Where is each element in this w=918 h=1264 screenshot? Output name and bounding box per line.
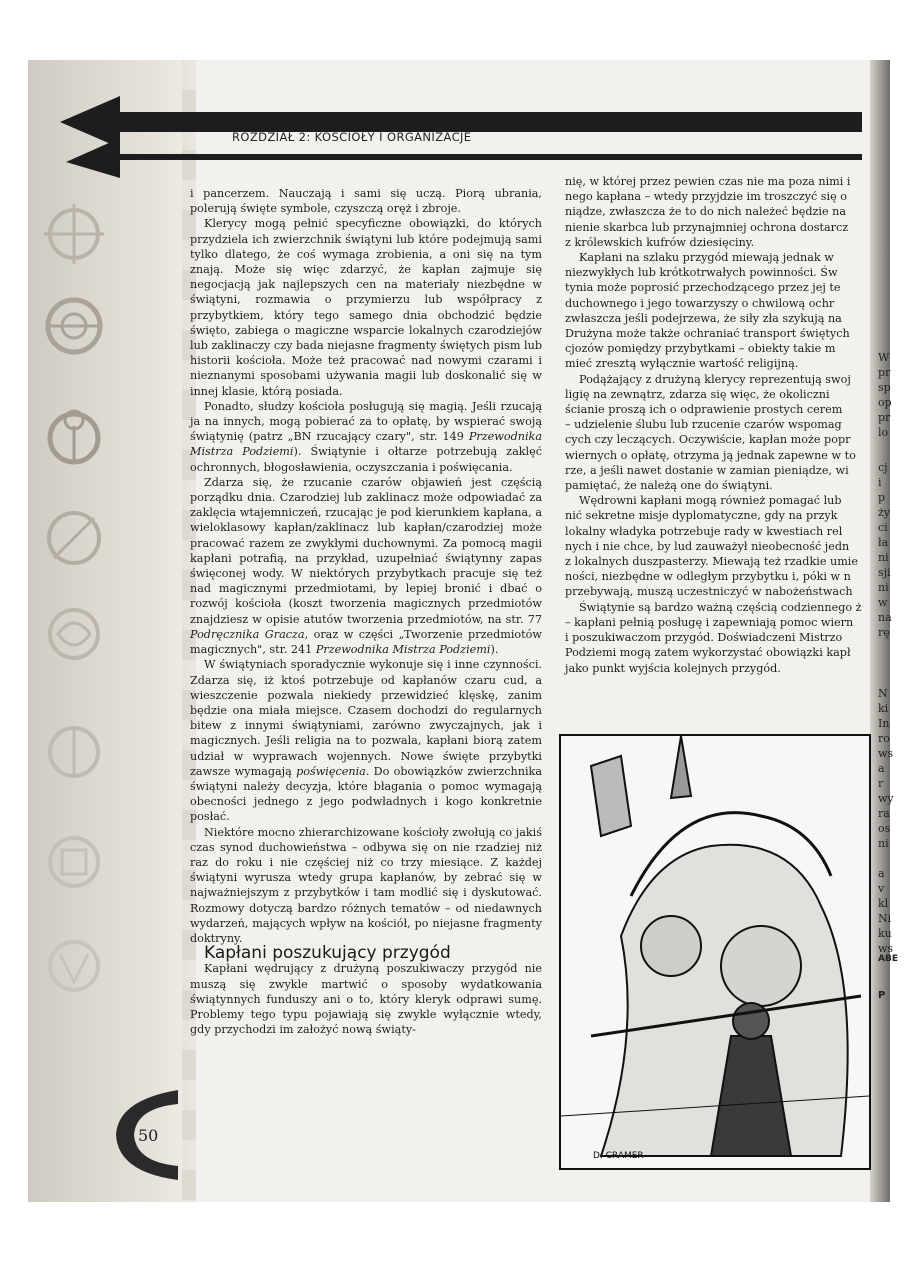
- illustration: [559, 734, 871, 1170]
- fragment-line: ci: [878, 521, 888, 534]
- fragment-line: wy: [878, 792, 894, 805]
- text-column-right: [565, 174, 870, 676]
- text-line: nić sekretne misje dyplomatyczne, gdy na przyk: [565, 509, 838, 523]
- holy-symbol-icon: [38, 502, 110, 574]
- text-line: z lokalnych duszpasterzy. Miewają też rzadkie umie: [565, 555, 859, 569]
- text-line: Drużyna może także ochraniać transport świętych: [565, 327, 850, 341]
- page-number: 50: [138, 1126, 159, 1145]
- fragment-line: ku: [878, 927, 892, 940]
- holy-symbol-icon: [38, 398, 110, 470]
- fragment-line: i p: [878, 476, 886, 504]
- holy-symbol-icon: [38, 290, 110, 362]
- text-line: duchownego i jego towarzyszy o chwilową ochr: [565, 296, 835, 310]
- text-line: przebywają, muszą uczestniczyć w nabożeństwach: [565, 585, 853, 599]
- facing-page-fragment: [878, 952, 898, 967]
- paragraph: [565, 600, 870, 676]
- fragment-line: sji: [878, 566, 891, 579]
- text-line: Wędrowni kapłani mogą również pomagać lub: [579, 494, 842, 508]
- holy-symbol-icon: [38, 198, 110, 270]
- fragment-line: ni: [878, 837, 889, 850]
- paragraph: [565, 250, 870, 372]
- text-line: cjozów pomiędzy przybytkami – obiekty takie m: [565, 342, 836, 356]
- paragraph: [565, 174, 870, 250]
- fragment-line: op: [878, 396, 892, 409]
- fragment-line: cj: [878, 461, 888, 474]
- paragraph: Zdarza się, że rzucanie czarów objawień jest częścią porządku dnia. Czarodziej lub zaklinacz może odpowiadać za zaklęcia wtajemniczeń, rzucając je pod kierunkiem kapłana, a wieloklasowy kapłan/zaklinacz lub kapłan/czarodziej może pracować razem ze zwykłymi duchownymi. Za pomocą magii kapłani potrafią, na przykład, uzupełniać świątynny zapas święconej wody. W niektórych przybytkach pracuje się też nad magicznymi przedmiotami, by lepiej bronić i dbać o rozwój kościoła (koszt tworzenia magicznych przedmiotów znajdziesz w opisie atutów tworzenia przedmiotów, na str. 77 Podręcznika Gracza, oraz w części „Tworzenie przedmiotów magicznych", str. 241 Przewodnika Mistrza Podziemi).: [190, 475, 542, 657]
- text-line: nego kapłana – wtedy przyjdzie im troszczyć się o: [565, 190, 847, 204]
- fragment-line: a v: [878, 867, 885, 895]
- text-line: Podziemi mogą zatem wykorzystać obowiązki kapł: [565, 646, 851, 660]
- fragment-line: lo: [878, 426, 889, 439]
- text-line: z królewskich kufrów dziesięciny.: [565, 235, 755, 249]
- fragment-line: ży: [878, 506, 891, 519]
- paragraph: Klerycy mogą pełnić specyficzne obowiązki, do których przydziela ich zwierzchnik świątyni lub które podejmują sami tylko dlatego, że coś wymaga zrobienia, a oni się na tym znają. Może się więc zdarzyć, że kapłan zajmuje się negocjacją jak najlepszych cen na materiały niezbędne w świątyni, rozmawia o przymierzu lub współpracy z przybytkiem, który tego samego dnia obchodzić będzie święto, zabiega o magiczne wsparcie lokalnych czarodziejów lub zaklinaczy czy bada niejasne fragmenty świętych pism lub historii kościoła. Może też pracować nad nowymi czarami i nieznanymi sposobami używania magii lub doskonalić się w innej klasie, którą posiada.: [190, 217, 542, 398]
- text-line: mieć zresztą wyłącznie wartość religijną.: [565, 357, 799, 371]
- fragment-line: Ni: [878, 912, 892, 925]
- fragment-line: N: [878, 687, 888, 700]
- fragment-line: ra: [878, 807, 890, 820]
- chapter-title: ROZDZIAŁ 2: KOŚCIOŁY I ORGANIZACJE: [232, 130, 472, 144]
- text-line: rze, a jeśli nawet dostanie w zamian pieniądze, wi: [565, 463, 849, 477]
- text-line: i poszukiwaczom przygód. Doświadczeni Mistrzo: [565, 631, 843, 645]
- facing-page-fragment: [878, 350, 890, 440]
- artist-signature: D. CRAMER: [593, 1151, 644, 1161]
- holy-symbol-icon: [38, 930, 110, 1002]
- fragment-line: ki: [878, 702, 889, 715]
- fragment-line: w: [878, 596, 888, 609]
- text-line: lokalny władyka potrzebuje rady w kwestiach rel: [565, 524, 843, 538]
- text-line: pamiętać, że należą one do świątyni.: [565, 479, 773, 493]
- facing-page-fragment: [878, 988, 890, 1003]
- fragment-line: ws: [878, 747, 894, 760]
- fragment-line: In: [878, 717, 890, 730]
- fragment-line: ła: [878, 536, 889, 549]
- text-line: – udzielenie ślubu lub rzucenie czarów wspomag: [565, 418, 842, 432]
- text-line: ności, niezbędne w odległym przybytku i, póki w n: [565, 570, 851, 584]
- text-line: Świątynie są bardzo ważną częścią codziennego ż: [579, 600, 862, 614]
- paragraph: Niektóre mocno zhierarchizowane kościoły zwołują co jakiś czas synod duchowieństwa – odbywa się on nie rzadziej niż raz do roku i nie częściej niż co trzy miesiące. Z każdej świątyni wyrusza wtedy grupa kapłanów, by zebrać się w najważniejszym z przybytków i tam modlić się i dyskutować. Rozmowy dotyczą bardzo różnych tematów – od niedawnych wydarzeń, mających wpływ na kościół, po niejasne fragmenty doktryny.: [190, 825, 542, 945]
- text-line: Podążający z drużyną klerycy reprezentują swoj: [579, 372, 851, 386]
- holy-symbol-icon: [38, 716, 110, 788]
- fragment-line: ws: [878, 942, 894, 955]
- illustration-drawing: [561, 736, 869, 1168]
- fragment-line: W: [878, 351, 890, 364]
- fragment-line: P: [878, 990, 886, 1001]
- text-line: niezwykłych lub krótkotrwałych powinności. Św: [565, 266, 838, 280]
- paragraph: [565, 372, 870, 494]
- fragment-line: os: [878, 822, 891, 835]
- paragraph: i pancerzem. Nauczają i sami się uczą. Piorą ubrania, polerują święte symbole, czyszczą oręż i zbroje.: [190, 187, 542, 216]
- paragraph: Ponadto, słudzy kościoła posługują się magią. Jeśli rzucają ja na innych, mogą pobierać za to opłatę, by wspierać swoją świątynię (patrz „BN rzucający czary", str. 149 Przewodnika Mistrza Podziemi). Świątynie i ołtarze potrzebują zaklęć ochronnych, błogosławienia, oczyszczania i poświęcania.: [190, 399, 542, 474]
- text-line: nienie skarbca lub przynajmniej ochrona dostarcz: [565, 220, 849, 234]
- text-column-left: [190, 186, 542, 1037]
- holy-symbol-icon: [38, 826, 110, 898]
- text-line: zwłaszcza jeśli podejrzewa, że siły zła szykują na: [565, 311, 842, 325]
- facing-page-fragment: [878, 866, 894, 956]
- text-line: jako punkt wyjścia kolejnych przygód.: [565, 661, 781, 675]
- fragment-line: pr: [878, 411, 891, 424]
- fragment-line: na: [878, 611, 892, 624]
- text-line: – kapłani pełnią posługę i zapewniają pomoc wiern: [565, 615, 854, 629]
- fragment-line: pr: [878, 366, 891, 379]
- text-line: niądze, zwłaszcza że to do nich należeć będzie na: [565, 205, 847, 219]
- section-heading: Kapłani poszukujący przygód: [204, 943, 451, 964]
- fragment-line: ni: [878, 581, 889, 594]
- fragment-line: rę: [878, 626, 890, 639]
- fragment-line: a r: [878, 762, 885, 790]
- paragraph: Kapłani wędrujący z drużyną poszukiwaczy przygód nie muszą się zwykle martwić o sposoby wydatkowania świątynnych funduszy ani o to, który kleryk odprawi sumę. Problemy tego typu pojawiają się zwykle wyłącznie wtedy, gdy przychodzi im założyć nową świąty-: [190, 962, 542, 1037]
- holy-symbol-icon: [38, 598, 110, 670]
- paragraph: [565, 493, 870, 599]
- facing-page-fragment: [878, 686, 894, 851]
- fragment-line: ni: [878, 551, 889, 564]
- fragment-line: sp: [878, 381, 891, 394]
- paragraph: W świątyniach sporadycznie wykonuje się i inne czynności. Zdarza się, iż ktoś potrzebuje od kapłanów czaru cud, a wieszczenie pozwala niekiedy przewidzieć klęskę, zanim będzie ona miała miejsce. Czasem dochodzi do regularnych bitew z innymi świątyniami, zarówno zwyczajnych, jak i magicznych. Jeśli religia na to pozwala, kapłani biorą zatem udział w wyprawach wojennych. Nowe święte przybytki zawsze wymagają poświęcenia. Do obowiązków zwierzchnika świątyni należy decyzja, które błagania o pomoc wymagają obecności jednego z jego podwładnych i kogo konkretnie posłać.: [190, 658, 542, 824]
- text-line: ścianie proszą ich o odprawienie prostych cerem: [565, 403, 843, 417]
- text-line: nych i nie chce, by lud zauważył nieobecność jedn: [565, 539, 850, 553]
- text-line: wiernych o opłatę, otrzyma ją jednak zapewne w to: [565, 448, 856, 462]
- text-line: ligię na zewnątrz, zdarza się więc, że okoliczni: [565, 387, 830, 401]
- fragment-line: kl: [878, 897, 889, 910]
- text-line: nię, w której przez pewien czas nie ma poza nimi i: [565, 175, 851, 188]
- fragment-line: ro: [878, 732, 890, 745]
- text-line: tynia może poprosić przechodzącego przez jej te: [565, 281, 841, 295]
- text-line: Kapłani na szlaku przygód miewają jednak w: [579, 251, 834, 265]
- text-line: cych czy leczących. Oczywiście, kapłan może popr: [565, 433, 851, 447]
- fragment-line: ABE: [878, 954, 898, 964]
- facing-page-fragment: [878, 460, 890, 640]
